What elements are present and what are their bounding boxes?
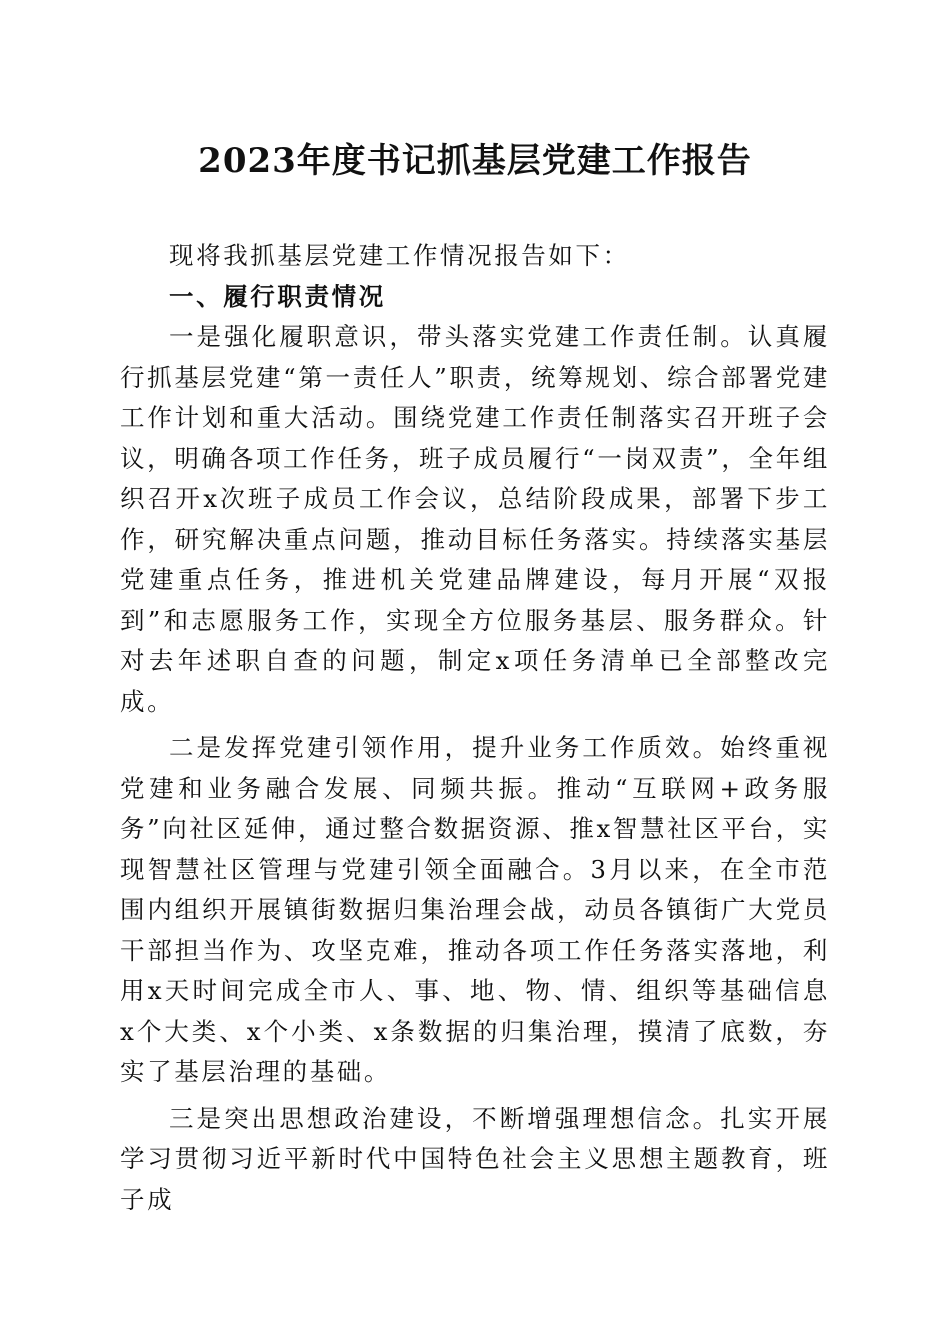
paragraph-2-lead: 二是发挥党建引领作用，提升业务工作质效。: [169, 733, 721, 762]
section-heading-1: 一、履行职责情况: [169, 281, 386, 311]
paragraph-2: [120, 728, 830, 1093]
paragraph-2-text: 始终重视党建和业务融合发展、同频共振。推动“互联网+政务服务”向社区延伸，通过整合数据资源、推x智慧社区平台，实现智慧社区管理与党建引领全面融合。3月以来，在全市范围内组织开展镇街数据归集治理会战，动员各镇街广大党员干部担当作为、攻坚克难，推动各项工作任务落实落地，利用x天时间完成全市人、事、地、物、情、组织等基础信息x个大类、x个小类、x条数据的归集治理，摸清了底数，夯实了基层治理的基础。: [120, 733, 831, 1086]
intro-paragraph: 现将我抓基层党建工作情况报告如下：: [169, 241, 630, 270]
paragraph-3-text: 扎实开展学习贯彻习近平新时代中国特色社会主义思想主题教育，班子成: [120, 1103, 831, 1214]
paragraph-1: [120, 317, 830, 722]
paragraph-3: [120, 1099, 830, 1221]
paragraph-3-lead: 三是突出思想政治建设，不断增强理想信念。: [169, 1103, 721, 1133]
document-title: 2023年度书记抓基层党建工作报告: [198, 141, 752, 181]
paragraph-1-text: 认真履行抓基层党建“第一责任人”职责，统筹规划、综合部署党建工作计划和重大活动。围绕党建工作责任制落实召开班子会议，明确各项工作任务，班子成员履行“一岗双责”，全年组织召开x次班子成员工作会议，总结阶段成果，部署下步工作，研究解决重点问题，推动目标任务落实。持续落实基层党建重点任务，推进机关党建品牌建设，每月开展“双报到”和志愿服务工作，实现全方位服务基层、服务群众。针对去年述职自查的问题，制定x项任务清单已全部整改完成。: [120, 322, 830, 716]
paragraph-1-lead: 一是强化履职意识，带头落实党建工作责任制。: [169, 322, 748, 351]
document-body: [120, 236, 830, 1220]
